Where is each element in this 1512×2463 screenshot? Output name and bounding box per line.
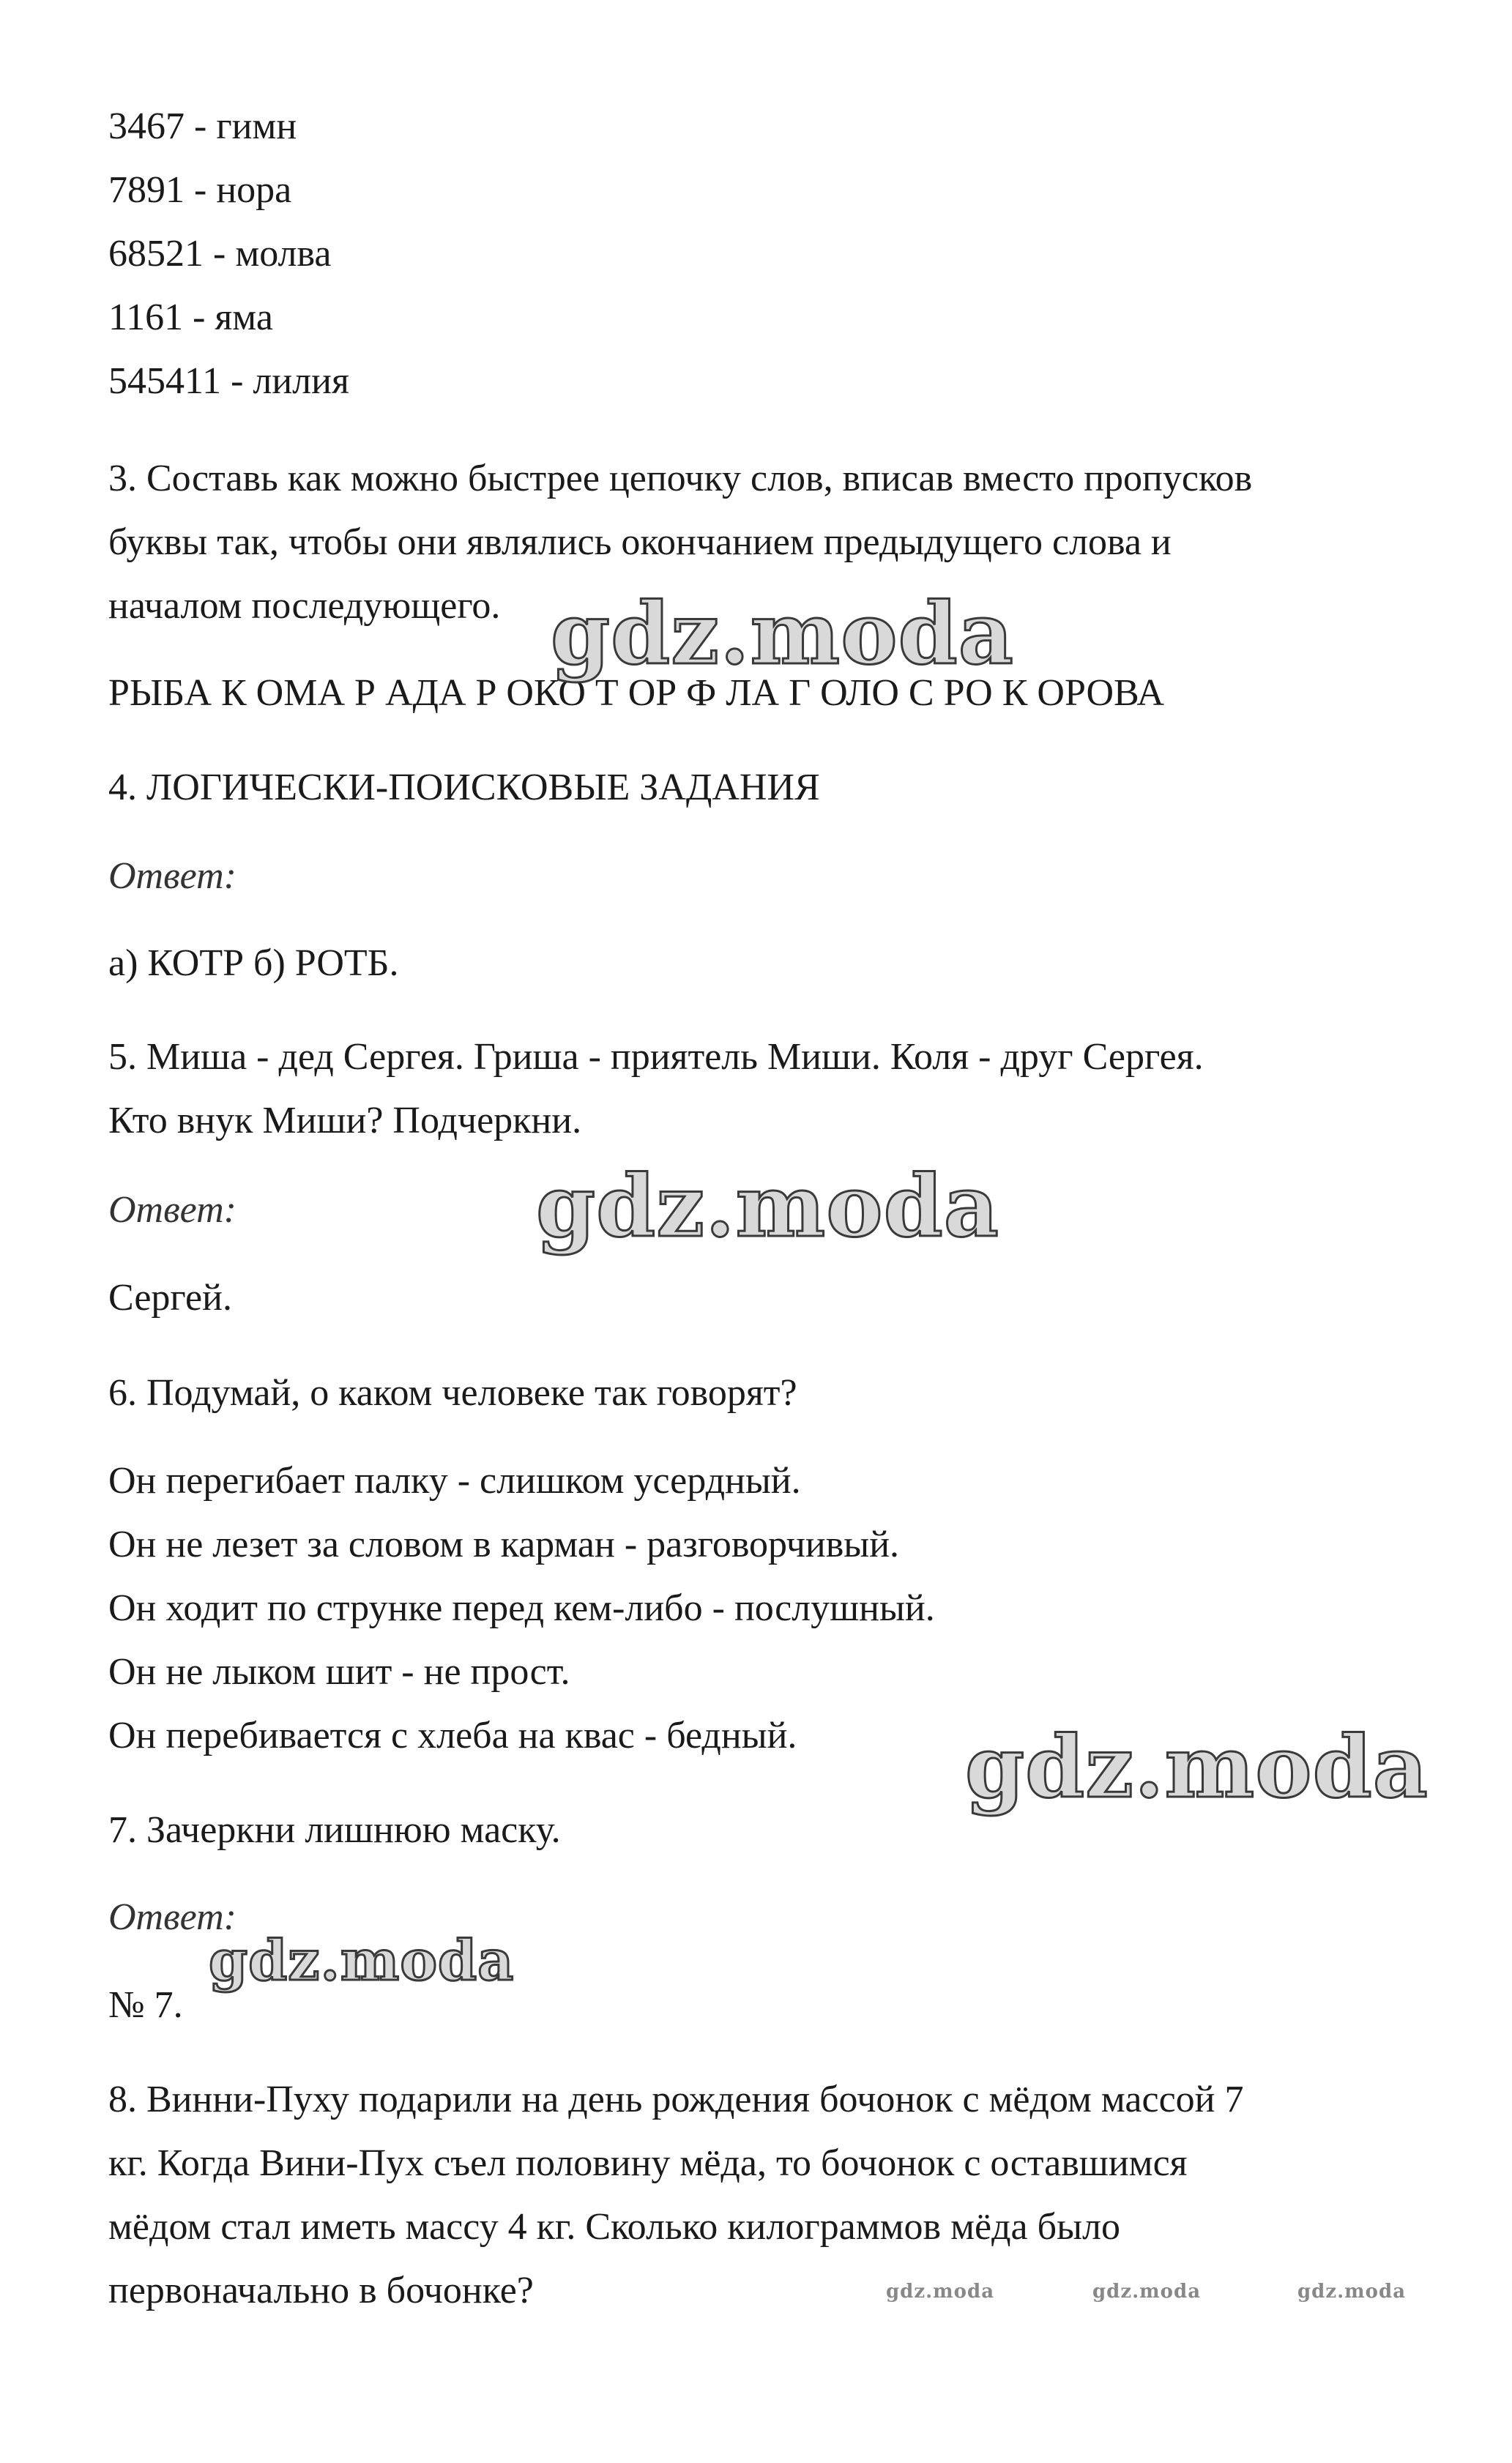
task7-title: 7. Зачеркни лишнюю маску. xyxy=(108,1809,561,1851)
task3-question-line: 3. Составь как можно быстрее цепочку слов, вписав вместо пропусков xyxy=(108,458,1253,499)
watermark: gdz.moda xyxy=(209,1928,515,1993)
watermark: gdz.moda xyxy=(551,584,1014,684)
task5-question-line: 5. Миша - дед Сергея. Гриша - приятель Миши. Коля - друг Сергея. xyxy=(108,1036,1204,1078)
task6-line: Он не лыком шит - не прост. xyxy=(108,1651,570,1693)
task6-line: Он ходит по струнке перед кем-либо - послушный. xyxy=(108,1587,935,1629)
task8-question-line: кг. Когда Вини-Пух съел половину мёда, то бочонок с оставшимся xyxy=(108,2142,1188,2184)
task3-question-line: буквы так, чтобы они являлись окончанием предыдущего слова и xyxy=(108,521,1172,563)
watermark: gdz.moda xyxy=(1297,2281,1407,2303)
task6-line: Он перебивается с хлеба на квас - бедный. xyxy=(108,1715,797,1756)
code-line: 3467 - гимн xyxy=(108,105,297,147)
code-line: 68521 - молва xyxy=(108,233,332,275)
watermark: gdz.moda xyxy=(886,2281,995,2303)
watermark: gdz.moda xyxy=(1092,2281,1202,2303)
code-line: 7891 - нора xyxy=(108,169,292,211)
task8-question-line: первоначально в бочонке? xyxy=(108,2270,534,2311)
code-line: 1161 - яма xyxy=(108,297,273,338)
watermark: gdz.moda xyxy=(536,1157,999,1256)
task6-title: 6. Подумай, о каком человеке так говорят? xyxy=(108,1372,797,1414)
task6-line: Он перегибает палку - слишком усердный. xyxy=(108,1460,801,1502)
code-line: 545411 - лилия xyxy=(108,360,349,402)
task8-question-line: мёдом стал иметь массу 4 кг. Сколько килограммов мёда было xyxy=(108,2206,1120,2248)
task4-answer-label: Ответ: xyxy=(108,855,237,897)
task7-answer: № 7. xyxy=(108,1984,183,2026)
task3-question-line: началом последующего. xyxy=(108,585,501,627)
task5-answer-label: Ответ: xyxy=(108,1189,237,1231)
task5-answer: Сергей. xyxy=(108,1277,232,1319)
task4-answer: а) КОТР б) РОТБ. xyxy=(108,942,399,984)
task6-line: Он не лезет за словом в карман - разговорчивый. xyxy=(108,1524,900,1565)
task7-answer-label: Ответ: xyxy=(108,1896,237,1938)
task8-question-line: 8. Винни-Пуху подарили на день рождения бочонок с мёдом массой 7 xyxy=(108,2079,1244,2120)
task4-title: 4. ЛОГИЧЕСКИ-ПОИСКОВЫЕ ЗАДАНИЯ xyxy=(108,767,820,808)
task5-question-line: Кто внук Миши? Подчеркни. xyxy=(108,1100,582,1141)
task3-answer: РЫБА К ОМА Р АДА Р ОКО Т ОР Ф ЛА Г ОЛО С РО К ОРОВА xyxy=(108,672,1165,714)
watermark: gdz.moda xyxy=(965,1718,1429,1817)
